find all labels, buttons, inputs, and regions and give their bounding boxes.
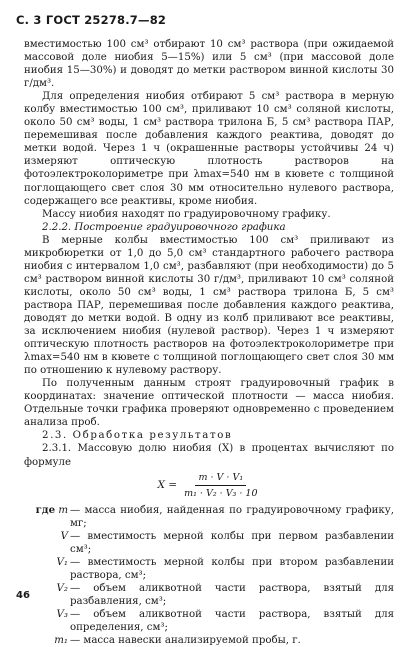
paragraph-8: 2.3.1. Массовую долю ниобия (X) в процентах вычисляют по формуле: [24, 443, 394, 468]
definition-text: — вместимость мерной колбы при первом разбавлении см³;: [70, 530, 394, 555]
definition-item: [24, 608, 394, 634]
definition-text: — вместимость мерной колбы при втором разбавлении раствора, см³;: [70, 556, 394, 581]
variable-definitions: [24, 504, 394, 647]
page-header: С. 3 ГОСТ 25278.7—82: [16, 13, 167, 27]
definition-symbol: где m: [35, 503, 68, 516]
document-body: [24, 38, 394, 647]
definition-symbol: V: [60, 530, 68, 542]
definition-item: [24, 556, 394, 582]
paragraph-5: В мерные колбы вместимостью 100 см³ приливают из микробюретки от 1,0 до 5,0 см³ стандартного рабочего раствора ниобия с интервалом 1,0 см³, разбавляют (при необходимости) до 5 см³ раствором винной кислоты 30 г/дм³, приливают 10 см³ соляной кислоты, около 50 см³ воды, 1 см³ раствора трилона Б, 5 см³ раствора ПАР, перемешивая после добавления каждого реактива, доводят до метки водой. В одну из колб приливают все реактивы, за исключением ниобия (нулевой раствор). Через 1 ч измеряют оптическую плотность растворов на фотоэлектроколориметре при λmax=540 нм в кювете с толщиной поглощающего свет слоя 30 мм по отношению к нулевому раствору.: [24, 234, 394, 377]
definition-symbol: V₁: [56, 556, 68, 568]
formula-lhs: X =: [157, 479, 178, 492]
page-number: 46: [16, 590, 30, 601]
paragraph-6: По полученным данным строят градуировочный график в координатах: значение оптической плотности — масса ниобия. Отдельные точки графика проверяют одновременно с проведением анализа проб.: [24, 378, 394, 429]
section-heading-2-3: 2.3. Обработка результатов: [42, 430, 233, 442]
formula-denominator: m₁ · V₂ · V₃ · 10: [184, 488, 258, 500]
definition-item: [24, 634, 394, 647]
paragraph-1: вместимостью 100 см³ отбирают 10 см³ раствора (при ожидаемой массовой доле ниобия 5—15%) или 5 см³ (при массовой доле ниобия 15—30%) и доводят до метки раствором винной кислоты 30 г/дм³.: [24, 39, 394, 90]
definition-symbol: m₁: [54, 635, 68, 647]
definition-text: — объем аликвотной части раствора, взятый для определения, см³;: [70, 608, 394, 633]
formula: [24, 472, 394, 500]
paragraph-3: Массу ниобия находят по градуировочному графику.: [42, 208, 331, 220]
paragraph-2: Для определения ниобия отбирают 5 см³ раствора в мерную колбу вместимостью 100 см³, приливают 10 см³ соляной кислоты, около 50 см³ воды, 1 см³ раствора трилона Б, 5 см³ раствора ПАР, перемешивая после добавления каждого реактива, доводят до метки водой. Через 1 ч (окрашенные растворы устойчивы 24 ч) измеряют оптическую плотность растворов на фотоэлектроколориметре при λmax=540 нм в кювете с толщиной поглощающего свет слоя 30 мм относительно нулевого раствора, содержащего все реактивы, кроме ниобия.: [24, 91, 394, 207]
definition-text: — объем аликвотной части раствора, взятый для разбавления, см³;: [70, 582, 394, 607]
definition-item: [24, 504, 394, 530]
definition-item: [24, 530, 394, 556]
formula-numerator: m · V · V₁: [195, 471, 246, 486]
section-heading-2-2-2: 2.2.2. Построение градуировочного графика: [42, 221, 286, 233]
formula-fraction: [181, 471, 260, 500]
definition-symbol: V₃: [56, 608, 68, 620]
definition-text: — масса навески анализируемой пробы, г.: [70, 635, 301, 647]
definition-symbol: V₂: [56, 582, 68, 594]
definition-item: [24, 582, 394, 608]
definition-text: — масса ниобия, найденная по градуировочному графику, мг;: [70, 504, 394, 529]
